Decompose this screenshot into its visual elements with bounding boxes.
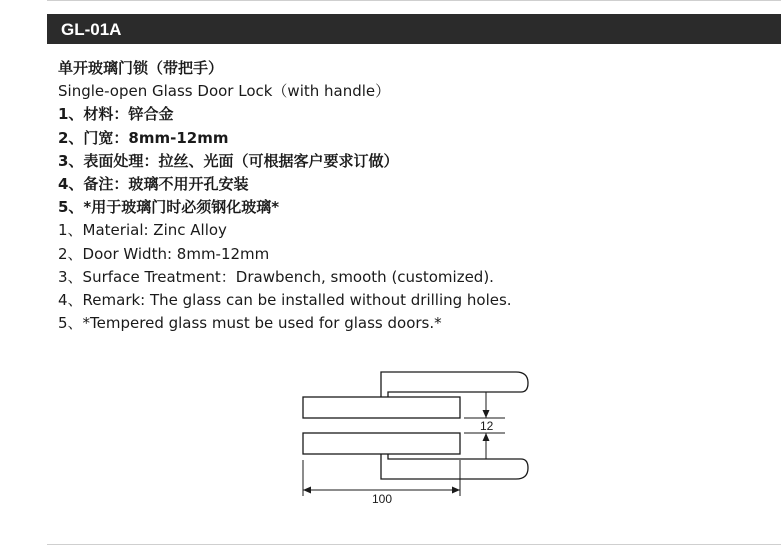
- dim-arrow-right: [452, 487, 460, 494]
- spec-remark-cn: 4、备注：玻璃不用开孔安装: [58, 174, 249, 193]
- length-label: 100: [372, 492, 393, 506]
- glass-panel-bottom: [303, 433, 460, 454]
- spec-surface-cn: 3、表面处理：拉丝、光面（可根据客户要求订做）: [58, 151, 399, 170]
- spec-door-width-cn: 2、门宽：8mm-12mm: [58, 128, 229, 147]
- thickness-label: 12: [480, 419, 494, 433]
- dim-arrow-left: [303, 487, 311, 494]
- model-title: GL-01A: [61, 20, 122, 39]
- spec-material-cn: 1、材料：锌合金: [58, 105, 174, 124]
- lock-handle-bottom: [381, 454, 528, 479]
- spec-door-width-en: 2、Door Width: 8mm-12mm: [58, 244, 270, 263]
- spec-tempered-cn: 5、*用于玻璃门时必须钢化玻璃*: [58, 198, 280, 217]
- bottom-divider: [47, 544, 781, 545]
- lock-handle-top: [381, 372, 528, 397]
- spec-remark-en: 4、Remark: The glass can be installed without drilling holes.: [58, 290, 512, 309]
- spec-material-en: 1、Material: Zinc Alloy: [58, 221, 227, 240]
- spec-tempered-en: 5、*Tempered glass must be used for glass doors.*: [58, 314, 442, 333]
- spec-surface-en: 3、Surface Treatment：Drawbench, smooth (customized).: [58, 267, 494, 286]
- title-chinese: 单开玻璃门锁（带把手）: [58, 59, 224, 77]
- dim-arrow-up: [483, 433, 490, 441]
- title-english: Single-open Glass Door Lock（with handle）: [58, 82, 391, 101]
- glass-panel-top: [303, 397, 460, 418]
- dim-arrow-down: [483, 410, 490, 418]
